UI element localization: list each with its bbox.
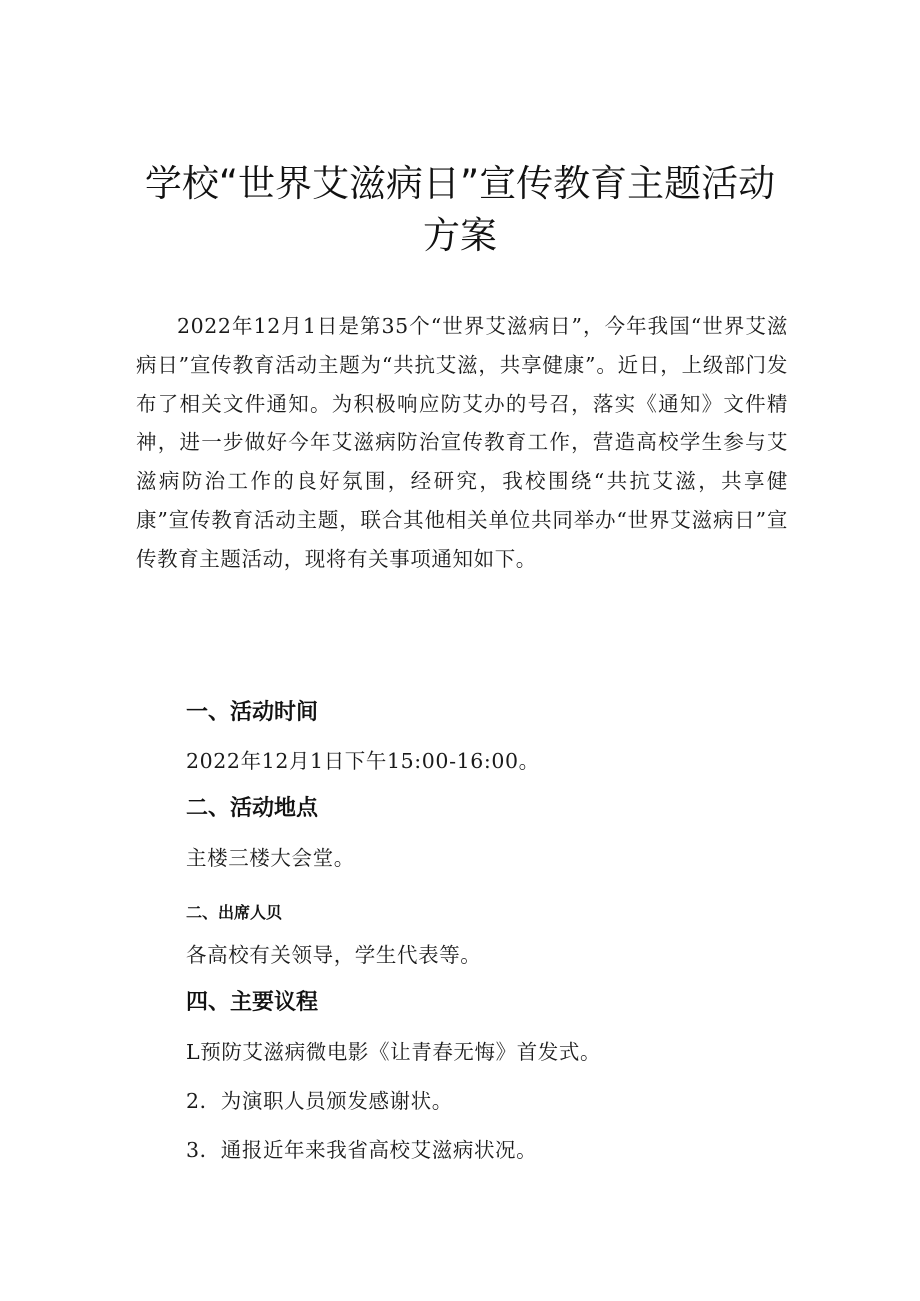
section-heading-location: 二、活动地点	[186, 796, 319, 821]
agenda-item-3: 3．通报近年来我省高校艾滋病状况。	[186, 1138, 538, 1162]
section-body-attendees: 各高校有关领导，学生代表等。	[186, 943, 482, 967]
intro-paragraph: 2022年12月1日是第35个“世界艾滋病日”，今年我国“世界艾滋病日”宣传教育活动主题为“共抗艾滋，共享健康”。近日，上级部门发布了相关文件通知。为积极响应防艾办的号召，落实《通知》文件精神，进一步做好今年艾滋病防治宣传教育工作，营造高校学生参与艾滋病防治工作的良好氛围，经研究，我校围绕“共抗艾滋，共享健康”宣传教育活动主题，联合其他相关单位共同举办“世界艾滋病日”宣传教育主题活动，现将有关事项通知如下。	[136, 314, 788, 571]
agenda-item-1: L预防艾滋病微电影《让青春无悔》首发式。	[186, 1040, 602, 1064]
section-heading-time: 一、活动时间	[186, 700, 319, 725]
section-heading-attendees: 二、出席人贝	[186, 903, 283, 922]
section-body-time: 2022年12月1日下午15:00-16:00。	[186, 749, 540, 773]
document-title-line-2: 方案	[423, 214, 497, 257]
section-body-location: 主楼三楼大会堂。	[186, 846, 355, 870]
section-heading-agenda: 四、主要议程	[186, 990, 319, 1015]
agenda-item-2: 2．为演职人员颁发感谢状。	[186, 1089, 453, 1113]
document-title-line-1: 学校“世界艾滋病日”宣传教育主题活动	[144, 162, 776, 205]
